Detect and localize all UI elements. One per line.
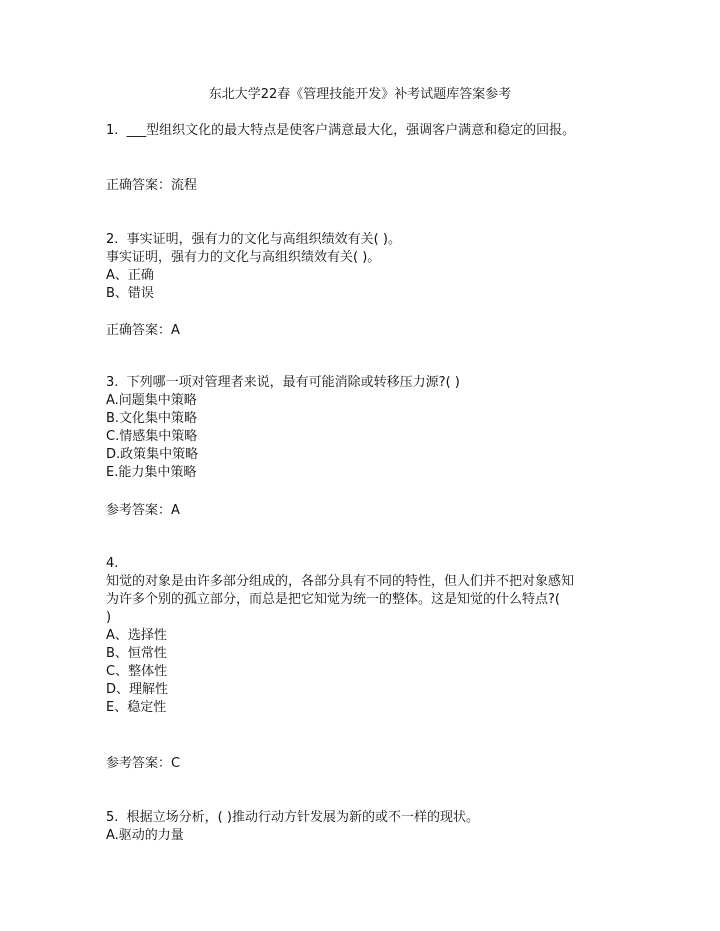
question-3-answer	[106, 502, 180, 520]
question-4-option-e: E、稳定性	[106, 700, 167, 715]
question-3-answer-label: 参考答案：	[106, 503, 172, 518]
question-5-option-a: A.驱动的力量	[106, 828, 184, 843]
question-4-option-a: A、选择性	[106, 628, 167, 643]
question-1-stem-line	[106, 122, 626, 140]
question-1-answer	[106, 177, 197, 195]
question-4	[106, 555, 626, 717]
question-2-number: 2.	[106, 232, 119, 247]
question-2-answer	[106, 322, 180, 340]
question-2-stem-repeat: 事实证明，强有力的文化与高组织绩效有关( )。	[106, 250, 381, 265]
question-2-stem-line	[106, 231, 626, 249]
question-3-option-e: E.能力集中策略	[106, 465, 197, 480]
question-3-option-b: B.文化集中策略	[106, 411, 198, 426]
question-1	[106, 122, 626, 140]
question-5	[106, 809, 626, 845]
question-1-stem: ___型组织文化的最大特点是使客户满意最大化，强调客户满意和稳定的回报。	[126, 123, 576, 138]
question-2-option-a: A、正确	[106, 268, 154, 283]
question-4-option-d: D、理解性	[106, 682, 169, 697]
question-4-answer-value: C	[171, 756, 181, 771]
question-2-answer-value: A	[171, 323, 180, 338]
question-4-option-c: C、整体性	[106, 664, 168, 679]
question-1-number: 1.	[106, 123, 119, 138]
question-1-answer-label: 正确答案：	[106, 178, 172, 193]
question-2-stem: 事实证明，强有力的文化与高组织绩效有关( )。	[126, 232, 401, 247]
question-3-stem-line	[106, 374, 626, 392]
question-3	[106, 374, 626, 482]
question-5-stem-line	[106, 809, 626, 827]
document-title: 东北大学22春《管理技能开发》补考试题库答案参考	[208, 87, 512, 102]
question-2-option-b: B、错误	[106, 286, 154, 301]
question-5-number: 5.	[106, 810, 119, 825]
question-3-option-d: D.政策集中策略	[106, 447, 199, 462]
question-3-option-a: A.问题集中策略	[106, 393, 197, 408]
question-2	[106, 231, 626, 303]
question-3-answer-value: A	[171, 503, 180, 518]
question-3-stem: 下列哪一项对管理者来说，最有可能消除或转移压力源?( )	[126, 375, 460, 390]
question-4-stem-line-2: 为许多个别的孤立部分，而总是把它知觉为统一的整体。这是知觉的什么特点?(	[106, 592, 560, 607]
question-3-number: 3.	[106, 375, 119, 390]
question-4-answer	[106, 755, 180, 773]
question-4-answer-label: 参考答案：	[106, 756, 172, 771]
question-4-stem-line-1: 知觉的对象是由许多部分组成的，各部分具有不同的特性，但人们并不把对象感知	[106, 574, 575, 589]
question-2-answer-label: 正确答案：	[106, 323, 172, 338]
question-5-stem: 根据立场分析，( )推动行动方针发展为新的或不一样的现状。	[126, 810, 479, 825]
question-4-option-b: B、恒常性	[106, 646, 167, 661]
question-1-answer-value: 流程	[171, 178, 198, 193]
question-4-stem-line-3: )	[106, 610, 112, 625]
question-3-option-c: C.情感集中策略	[106, 429, 198, 444]
question-4-number: 4.	[106, 556, 119, 571]
